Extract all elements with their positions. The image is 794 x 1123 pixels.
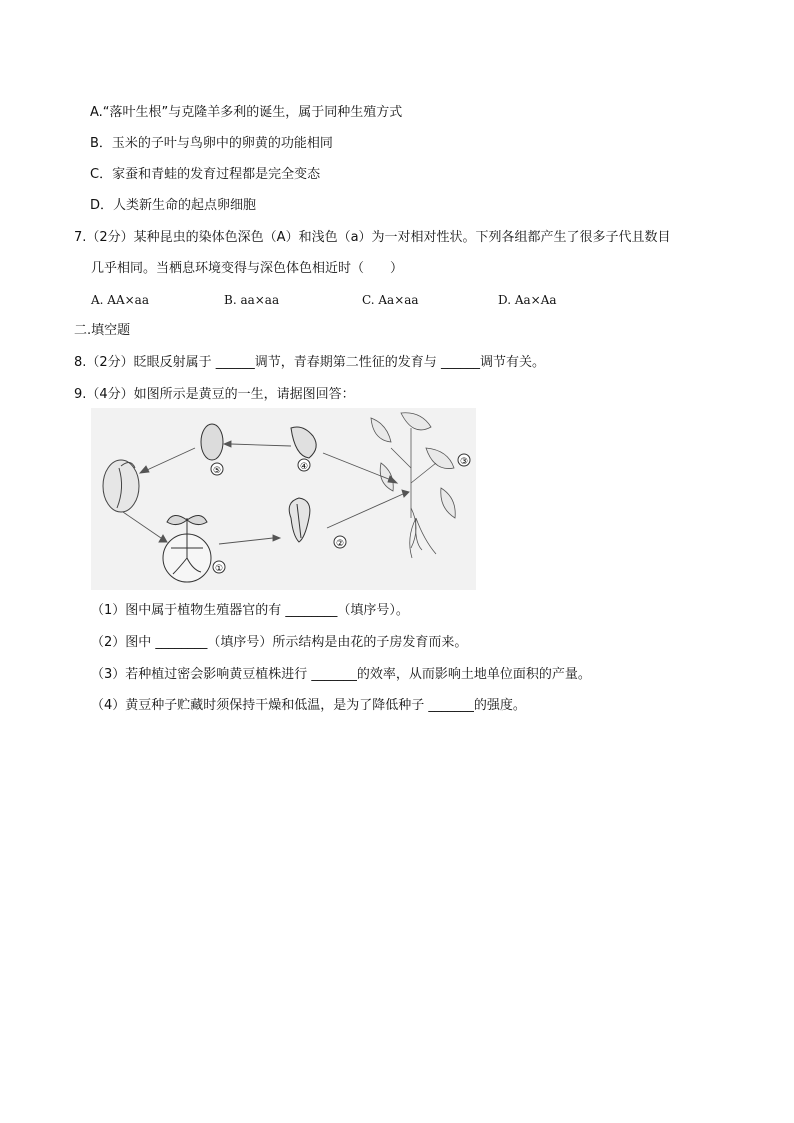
q6-option-b: B．玉米的子叶与鸟卵中的卵黄的功能相同 <box>90 136 333 151</box>
q9-subquestion-3: （3）若种植过密会影响黄豆植株进行 _______的效率，从而影响土地单位面积的产量。 <box>91 667 591 682</box>
q7-stem-line2: 几乎相同。当栖息环境变得与深色体色相近时（ ） <box>91 261 404 276</box>
q7-option-c: C. Aa×aa <box>362 293 419 307</box>
soybean-life-cycle-figure <box>91 408 476 590</box>
q6-option-a: A.“落叶生根”与克隆羊多利的诞生，属于同种生殖方式 <box>90 105 403 120</box>
figure-label-flower: ② <box>335 539 345 549</box>
q6-option-c: C．家蚕和青蛙的发育过程都是完全变态 <box>90 167 321 182</box>
q7-option-a: A. AA×aa <box>91 293 149 307</box>
figure-label-plant: ③ <box>459 457 469 467</box>
figure-label-pod: ④ <box>299 462 309 472</box>
q9-subquestion-1: （1）图中属于植物生殖器官的有 ________（填序号）。 <box>91 603 409 618</box>
q7-option-d: D. Aa×Aa <box>498 293 557 307</box>
q7-stem-line1: 7.（2分）某种昆虫的染体色深色（A）和浅色（a）为一对相对性状。下列各组都产生了很多子代且数目 <box>74 230 671 245</box>
q9-subquestion-4: （4）黄豆种子贮藏时须保持干燥和低温，是为了降低种子 _______的强度。 <box>91 698 526 713</box>
q9-stem: 9.（4分）如图所示是黄豆的一生，请据图回答： <box>74 387 355 402</box>
q9-subquestion-2: （2）图中 ________（填序号）所示结构是由花的子房发育而来。 <box>91 635 468 650</box>
section-heading-fill-in: 二.填空题 <box>74 323 131 338</box>
q6-option-d: D．人类新生命的起点卵细胞 <box>90 198 257 213</box>
q8-stem: 8.（2分）眨眼反射属于 ______调节，青春期第二性征的发育与 ______调节有关。 <box>74 355 545 370</box>
figure-label-seed: ⑤ <box>212 466 222 476</box>
figure-label-seedling: ① <box>214 564 224 574</box>
q7-option-b: B. aa×aa <box>224 293 280 307</box>
germinating-seed-drawing <box>103 460 139 512</box>
